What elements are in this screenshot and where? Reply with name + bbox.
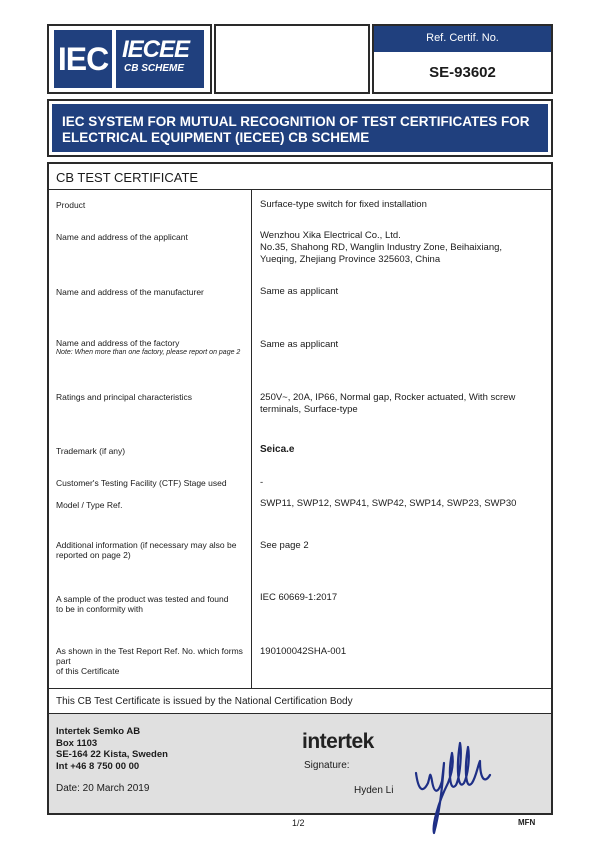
additional-info-line: reported on page 2) [56, 550, 131, 560]
iecee-logo [116, 30, 204, 88]
test-report-label [56, 646, 248, 676]
iecee-logo-text: IECEE [122, 36, 190, 63]
additional-info-label [56, 540, 248, 560]
applicant-line: Wenzhou Xika Electrical Co., Ltd. [260, 230, 401, 241]
standard-value: IEC 60669-1:2017 [260, 592, 338, 603]
ctf-label: Customer's Testing Facility (CTF) Stage used [56, 478, 227, 488]
conformity-line: A sample of the product was tested and found [56, 594, 229, 604]
product-value: Surface-type switch for fixed installation [260, 199, 427, 210]
ref-number: SE-93602 [429, 64, 496, 81]
ratings-line: 250V~, 20A, IP66, Normal gap, Rocker actuated, With screw [260, 392, 516, 403]
certification-body-address [56, 726, 168, 772]
factory-value: Same as applicant [260, 339, 339, 350]
title-banner [47, 99, 553, 157]
applicant-line: Yueqing, Zhejiang Province 325603, China [260, 254, 441, 265]
model-label: Model / Type Ref. [56, 500, 123, 510]
test-report-value: 190100042SHA-001 [260, 646, 347, 657]
column-divider [251, 189, 252, 688]
handwritten-signature [408, 733, 503, 838]
factory-note: Note: When more than one factory, please report on page 2 [56, 349, 241, 356]
trademark-label: Trademark (if any) [56, 446, 126, 456]
issue-date: Date: 20 March 2019 [56, 783, 150, 794]
iec-logo: IEC [54, 30, 112, 88]
ref-label: Ref. Certif. No. [374, 26, 551, 52]
manufacturer-value: Same as applicant [260, 286, 339, 297]
factory-label [56, 338, 248, 358]
intertek-logo: intertek [302, 730, 374, 753]
trademark-value: Seica.e [260, 444, 295, 455]
divider [49, 189, 551, 190]
issued-by-text: This CB Test Certificate is issued by the National Certification Body [56, 696, 353, 707]
divider [49, 688, 551, 689]
applicant-line: No.35, Shahong RD, Wanglin Industry Zone, Beihaixiang, [260, 242, 503, 253]
model-value: SWP11, SWP12, SWP41, SWP42, SWP14, SWP23, SWP30 [260, 498, 517, 509]
ctf-value: - [260, 477, 264, 488]
signature-label: Signature: [304, 760, 350, 771]
test-report-line: of this Certificate [56, 666, 120, 676]
conformity-label [56, 594, 248, 614]
applicant-label: Name and address of the applicant [56, 232, 188, 242]
address-line: Int +46 8 750 00 00 [56, 760, 140, 772]
certificate-title: CB TEST CERTIFICATE [56, 170, 199, 185]
ratings-line: terminals, Surface-type [260, 404, 358, 415]
address-line: Box 1103 [56, 737, 98, 749]
signatory-name: Hyden Li [354, 785, 394, 796]
form-code: MFN [518, 818, 536, 827]
additional-info-value: See page 2 [260, 540, 309, 551]
page-number: 1/2 [292, 818, 305, 828]
conformity-line: to be in conformity with [56, 604, 143, 614]
manufacturer-label: Name and address of the manufacturer [56, 287, 204, 297]
banner-line-2: ELECTRICAL EQUIPMENT (IECEE) CB SCHEME [62, 130, 370, 145]
additional-info-line: Additional information (if necessary may also be [56, 540, 237, 550]
banner-line-1: IEC SYSTEM FOR MUTUAL RECOGNITION OF TEST CERTIFICATES FOR [62, 114, 530, 129]
address-line: Intertek Semko AB [56, 726, 141, 737]
product-label: Product [56, 200, 86, 210]
ratings-label: Ratings and principal characteristics [56, 392, 193, 402]
test-report-line: As shown in the Test Report Ref. No. which forms part [56, 646, 243, 666]
address-line: SE-164 22 Kista, Sweden [56, 749, 168, 760]
factory-label-text: Name and address of the factory [56, 338, 180, 348]
iecee-logo-subtext: CB SCHEME [124, 63, 185, 74]
applicant-value [260, 230, 545, 266]
blank-header-box [214, 24, 370, 94]
ratings-value [260, 392, 545, 416]
